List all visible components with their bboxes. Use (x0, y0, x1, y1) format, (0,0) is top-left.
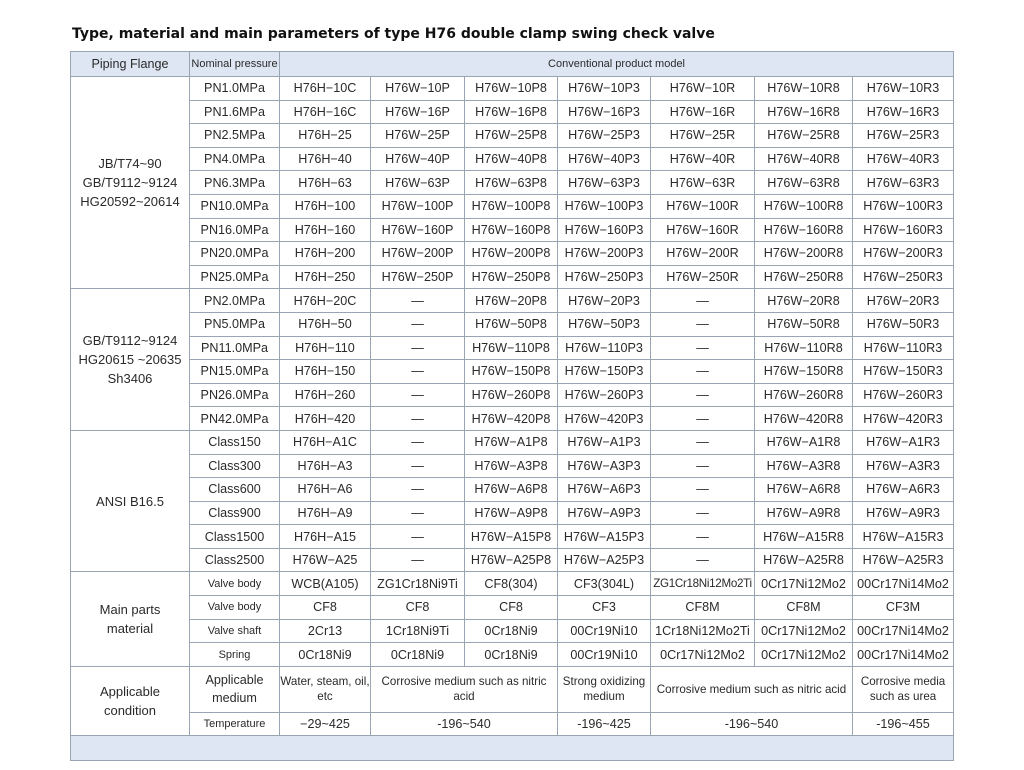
model-cell: H76W−63R3 (853, 171, 954, 195)
model-cell: — (651, 336, 755, 360)
model-cell: H76H−A9 (280, 501, 371, 525)
material-cell: 0Cr18Ni9 (465, 643, 558, 667)
table-row (71, 383, 954, 407)
table-row (71, 265, 954, 289)
model-cell: H76W−200P8 (465, 242, 558, 266)
model-cell: H76W−A6P3 (558, 478, 651, 502)
model-cell: H76W−25P3 (558, 124, 651, 148)
model-cell: — (371, 383, 465, 407)
table-row (71, 289, 954, 313)
flange-standard-line: GB/T9112~9124 (82, 333, 178, 349)
model-cell: H76W−200R (651, 242, 755, 266)
model-cell: H76W−40P8 (465, 147, 558, 171)
material-cell: 2Cr13 (280, 619, 371, 643)
model-cell: H76H−110 (280, 336, 371, 360)
model-cell: — (371, 289, 465, 313)
material-row (71, 572, 954, 596)
model-cell: H76W−A25R3 (853, 548, 954, 572)
model-cell: H76W−A25P3 (558, 548, 651, 572)
medium-cell: Corrosive media such as urea (853, 666, 954, 712)
material-cell: 0Cr18Ni9 (465, 619, 558, 643)
model-cell: H76H−20C (280, 289, 371, 313)
model-cell: H76W−50P8 (465, 312, 558, 336)
header-piping-flange: Piping Flange (71, 52, 190, 77)
model-cell: H76W−16R8 (755, 100, 853, 124)
table-row (71, 501, 954, 525)
model-cell: H76W−A3P3 (558, 454, 651, 478)
model-cell: H76W−250R3 (853, 265, 954, 289)
material-cell: 00Cr19Ni10 (558, 643, 651, 667)
model-cell: H76W−150P3 (558, 360, 651, 384)
material-cell: CF8 (465, 596, 558, 620)
model-cell: H76W−16P3 (558, 100, 651, 124)
model-cell: H76H−A3 (280, 454, 371, 478)
model-cell: H76W−260R3 (853, 383, 954, 407)
material-cell: ZG1Cr18Ni12Mo2Ti (651, 572, 755, 596)
material-row (71, 596, 954, 620)
model-cell: H76W−420P3 (558, 407, 651, 431)
model-cell: — (651, 525, 755, 549)
temperature-cell: -196~540 (371, 712, 558, 736)
material-cell: 0Cr18Ni9 (280, 643, 371, 667)
model-cell: H76W−110R8 (755, 336, 853, 360)
model-cell: H76W−10R8 (755, 77, 853, 101)
model-cell: H76W−63P8 (465, 171, 558, 195)
table-row (71, 77, 954, 101)
material-cell: CF3 (558, 596, 651, 620)
model-cell: H76W−A6R8 (755, 478, 853, 502)
model-cell: H76W−160P8 (465, 218, 558, 242)
model-cell: H76W−10P (371, 77, 465, 101)
nominal-pressure-cell: PN11.0MPa (190, 336, 280, 360)
table-row (71, 194, 954, 218)
model-cell: H76W−63R8 (755, 171, 853, 195)
model-cell: H76W−250R8 (755, 265, 853, 289)
model-cell: H76H−420 (280, 407, 371, 431)
model-cell: H76W−100P8 (465, 194, 558, 218)
nominal-pressure-cell: Class150 (190, 430, 280, 454)
nominal-pressure-cell: PN25.0MPa (190, 265, 280, 289)
model-cell: H76W−A15R3 (853, 525, 954, 549)
model-cell: H76W−250P3 (558, 265, 651, 289)
model-cell: H76W−160R3 (853, 218, 954, 242)
table-row (71, 548, 954, 572)
model-cell: H76W−20P8 (465, 289, 558, 313)
model-cell: H76W−50P3 (558, 312, 651, 336)
model-cell: H76W−A1R8 (755, 430, 853, 454)
flange-standard-line: JB/T74~90 (98, 156, 162, 172)
model-cell: H76W−420R8 (755, 407, 853, 431)
table-row (71, 336, 954, 360)
table-row (71, 147, 954, 171)
nominal-pressure-cell: PN2.0MPa (190, 289, 280, 313)
model-cell: H76W−420P8 (465, 407, 558, 431)
model-cell: H76W−25R (651, 124, 755, 148)
model-cell: H76W−160P (371, 218, 465, 242)
main-parts-material-label-line: Main parts (99, 602, 161, 618)
model-cell: H76W−16P (371, 100, 465, 124)
model-cell: — (371, 336, 465, 360)
material-cell: ZG1Cr18Ni9Ti (371, 572, 465, 596)
model-cell: H76W−160P3 (558, 218, 651, 242)
main-parts-material-label (71, 572, 190, 666)
model-cell: H76W−200P3 (558, 242, 651, 266)
medium-cell: Corrosive medium such as nitric acid (651, 666, 853, 712)
model-cell: H76W−A1R3 (853, 430, 954, 454)
temperature-cell: -196~455 (853, 712, 954, 736)
material-cell: CF8 (280, 596, 371, 620)
table-row (71, 218, 954, 242)
model-cell: H76W−250P (371, 265, 465, 289)
flange-standard (71, 289, 190, 431)
medium-cell: Water, steam, oil, etc (280, 666, 371, 712)
model-cell: — (651, 407, 755, 431)
model-cell: — (371, 407, 465, 431)
model-cell: H76W−100R3 (853, 194, 954, 218)
material-row (71, 619, 954, 643)
model-cell: — (651, 312, 755, 336)
model-cell: H76W−250P8 (465, 265, 558, 289)
model-cell: H76W−100P (371, 194, 465, 218)
material-cell: CF8M (755, 596, 853, 620)
nominal-pressure-cell: PN6.3MPa (190, 171, 280, 195)
material-cell: CF8(304) (465, 572, 558, 596)
model-cell: — (371, 548, 465, 572)
material-cell: 0Cr17Ni12Mo2 (755, 619, 853, 643)
model-cell: H76W−40R (651, 147, 755, 171)
flange-standard-line: HG20592~20614 (80, 194, 180, 210)
model-cell: H76W−40R3 (853, 147, 954, 171)
table-row (71, 124, 954, 148)
nominal-pressure-cell: Class2500 (190, 548, 280, 572)
model-cell: H76W−20R8 (755, 289, 853, 313)
model-cell: H76W−10P8 (465, 77, 558, 101)
model-cell: — (371, 454, 465, 478)
applicable-condition-label (71, 666, 190, 736)
model-cell: H76W−63P (371, 171, 465, 195)
material-cell: 0Cr17Ni12Mo2 (755, 643, 853, 667)
model-cell: H76W−A9R8 (755, 501, 853, 525)
material-cell: 1Cr18Ni12Mo2Ti (651, 619, 755, 643)
model-cell: — (651, 478, 755, 502)
temperature-cell: −29~425 (280, 712, 371, 736)
page-title: Type, material and main parameters of type H76 double clamp swing check valve (72, 26, 715, 42)
material-cell: CF8 (371, 596, 465, 620)
medium-row (71, 666, 954, 712)
material-cell: 0Cr17Ni12Mo2 (651, 643, 755, 667)
model-cell: H76H−150 (280, 360, 371, 384)
material-cell: WCB(A105) (280, 572, 371, 596)
model-cell: H76W−100P3 (558, 194, 651, 218)
nominal-pressure-cell: PN20.0MPa (190, 242, 280, 266)
medium-cell: Corrosive medium such as nitric acid (371, 666, 558, 712)
model-cell: H76W−A25P8 (465, 548, 558, 572)
table-row (71, 430, 954, 454)
model-cell: H76H−63 (280, 171, 371, 195)
nominal-pressure-cell: PN10.0MPa (190, 194, 280, 218)
nominal-pressure-cell: PN5.0MPa (190, 312, 280, 336)
nominal-pressure-cell: PN2.5MPa (190, 124, 280, 148)
model-cell: — (371, 501, 465, 525)
temperature-row (71, 712, 954, 736)
table-row (71, 478, 954, 502)
model-cell: H76W−A25 (280, 548, 371, 572)
nominal-pressure-cell: PN1.6MPa (190, 100, 280, 124)
model-cell: H76W−20P3 (558, 289, 651, 313)
nominal-pressure-cell: PN15.0MPa (190, 360, 280, 384)
table-row (71, 171, 954, 195)
model-cell: H76W−200R3 (853, 242, 954, 266)
medium-cell: Strong oxidizing medium (558, 666, 651, 712)
model-cell: H76W−420R3 (853, 407, 954, 431)
flange-standard-line: ANSI B16.5 (96, 493, 164, 509)
model-cell: H76W−50R3 (853, 312, 954, 336)
material-cell: 00Cr17Ni14Mo2 (853, 643, 954, 667)
model-cell: H76W−100R (651, 194, 755, 218)
model-cell: H76H−100 (280, 194, 371, 218)
nominal-pressure-cell: PN42.0MPa (190, 407, 280, 431)
material-cell: 1Cr18Ni9Ti (371, 619, 465, 643)
nominal-pressure-cell: Class900 (190, 501, 280, 525)
temperature-cell: -196~540 (651, 712, 853, 736)
model-cell: H76W−16R3 (853, 100, 954, 124)
model-cell: H76W−20R3 (853, 289, 954, 313)
flange-standard (71, 430, 190, 572)
material-cell: 00Cr19Ni10 (558, 619, 651, 643)
model-cell: H76H−A15 (280, 525, 371, 549)
model-cell: — (651, 383, 755, 407)
table-row (71, 407, 954, 431)
model-cell: — (371, 478, 465, 502)
table-row (71, 242, 954, 266)
model-cell: H76W−110R3 (853, 336, 954, 360)
model-cell: H76H−160 (280, 218, 371, 242)
model-cell: H76W−260R8 (755, 383, 853, 407)
model-cell: H76W−A6P8 (465, 478, 558, 502)
part-name-cell: Valve body (190, 596, 280, 620)
model-cell: H76W−A9P8 (465, 501, 558, 525)
applicable-condition-label-line: condition (103, 703, 157, 719)
model-cell: H76H−200 (280, 242, 371, 266)
model-cell: H76W−150P8 (465, 360, 558, 384)
nominal-pressure-cell: PN1.0MPa (190, 77, 280, 101)
model-cell: H76W−A25R8 (755, 548, 853, 572)
nominal-pressure-cell: PN26.0MPa (190, 383, 280, 407)
material-cell: CF3(304L) (558, 572, 651, 596)
material-cell: 00Cr17Ni14Mo2 (853, 619, 954, 643)
spec-table-body (71, 52, 954, 761)
model-cell: — (651, 360, 755, 384)
model-cell: H76H−260 (280, 383, 371, 407)
model-cell: H76W−A3R8 (755, 454, 853, 478)
model-cell: H76W−110P3 (558, 336, 651, 360)
model-cell: H76W−25R3 (853, 124, 954, 148)
model-cell: — (651, 430, 755, 454)
nominal-pressure-cell: PN16.0MPa (190, 218, 280, 242)
nominal-pressure-cell: Class300 (190, 454, 280, 478)
table-row (71, 360, 954, 384)
model-cell: H76W−200P (371, 242, 465, 266)
model-cell: H76W−A15R8 (755, 525, 853, 549)
model-cell: — (651, 289, 755, 313)
model-cell: H76W−63P3 (558, 171, 651, 195)
model-cell: H76H−10C (280, 77, 371, 101)
spec-table (70, 51, 954, 761)
model-cell: H76W−110P8 (465, 336, 558, 360)
model-cell: — (371, 360, 465, 384)
model-cell: H76W−A15P8 (465, 525, 558, 549)
main-parts-material-label-line: material (106, 621, 154, 637)
model-cell: H76H−A1C (280, 430, 371, 454)
model-cell: H76W−150R3 (853, 360, 954, 384)
material-cell: 0Cr17Ni12Mo2 (755, 572, 853, 596)
model-cell: H76W−250R (651, 265, 755, 289)
header-product-model: Conventional product model (280, 52, 954, 77)
model-cell: H76W−40R8 (755, 147, 853, 171)
model-cell: H76H−40 (280, 147, 371, 171)
table-row (71, 525, 954, 549)
temperature-cell: -196~425 (558, 712, 651, 736)
flange-standard-line: GB/T9112~9124 (82, 175, 178, 191)
model-cell: H76W−40P (371, 147, 465, 171)
model-cell: H76W−A3R3 (853, 454, 954, 478)
nominal-pressure-cell: Class600 (190, 478, 280, 502)
model-cell: H76W−A1P3 (558, 430, 651, 454)
model-cell: H76W−10R (651, 77, 755, 101)
model-cell: H76H−50 (280, 312, 371, 336)
model-cell: H76H−250 (280, 265, 371, 289)
model-cell: H76H−25 (280, 124, 371, 148)
model-cell: H76W−40P3 (558, 147, 651, 171)
material-row (71, 643, 954, 667)
model-cell: H76W−200R8 (755, 242, 853, 266)
part-name-cell: Valve body (190, 572, 280, 596)
material-cell: 00Cr17Ni14Mo2 (853, 572, 954, 596)
model-cell: H76W−A1P8 (465, 430, 558, 454)
model-cell: H76W−50R8 (755, 312, 853, 336)
model-cell: H76W−260P8 (465, 383, 558, 407)
table-row (71, 312, 954, 336)
material-cell: 0Cr18Ni9 (371, 643, 465, 667)
model-cell: H76W−100R8 (755, 194, 853, 218)
applicable-condition-label-line: Applicable (100, 684, 160, 700)
model-cell: H76W−16P8 (465, 100, 558, 124)
header-nominal-pressure: Nominal pressure (190, 52, 280, 77)
model-cell: H76W−260P3 (558, 383, 651, 407)
footer-row (71, 736, 954, 761)
medium-label: Applicable medium (190, 666, 280, 712)
temperature-label: Temperature (190, 712, 280, 736)
footer-band (71, 736, 954, 761)
flange-standard-line: HG20615 ~20635 (78, 352, 182, 368)
model-cell: H76W−A6R3 (853, 478, 954, 502)
model-cell: H76H−16C (280, 100, 371, 124)
flange-standard-line: Sh3406 (107, 371, 153, 387)
material-cell: CF8M (651, 596, 755, 620)
nominal-pressure-cell: PN4.0MPa (190, 147, 280, 171)
table-row (71, 100, 954, 124)
model-cell: H76W−160R (651, 218, 755, 242)
model-cell: H76W−16R (651, 100, 755, 124)
model-cell: H76W−A15P3 (558, 525, 651, 549)
material-cell: CF3M (853, 596, 954, 620)
model-cell: — (651, 454, 755, 478)
flange-standard (71, 77, 190, 289)
model-cell: H76W−25P (371, 124, 465, 148)
model-cell: — (371, 430, 465, 454)
table-row (71, 454, 954, 478)
model-cell: H76W−150R8 (755, 360, 853, 384)
model-cell: H76W−10R3 (853, 77, 954, 101)
model-cell: H76W−25R8 (755, 124, 853, 148)
model-cell: H76W−63R (651, 171, 755, 195)
model-cell: — (371, 312, 465, 336)
model-cell: H76W−A9R3 (853, 501, 954, 525)
model-cell: H76H−A6 (280, 478, 371, 502)
model-cell: H76W−A9P3 (558, 501, 651, 525)
model-cell: — (651, 501, 755, 525)
part-name-cell: Valve shaft (190, 619, 280, 643)
header-row (71, 52, 954, 77)
model-cell: — (651, 548, 755, 572)
nominal-pressure-cell: Class1500 (190, 525, 280, 549)
model-cell: H76W−10P3 (558, 77, 651, 101)
part-name-cell: Spring (190, 643, 280, 667)
model-cell: H76W−A3P8 (465, 454, 558, 478)
model-cell: — (371, 525, 465, 549)
model-cell: H76W−25P8 (465, 124, 558, 148)
model-cell: H76W−160R8 (755, 218, 853, 242)
